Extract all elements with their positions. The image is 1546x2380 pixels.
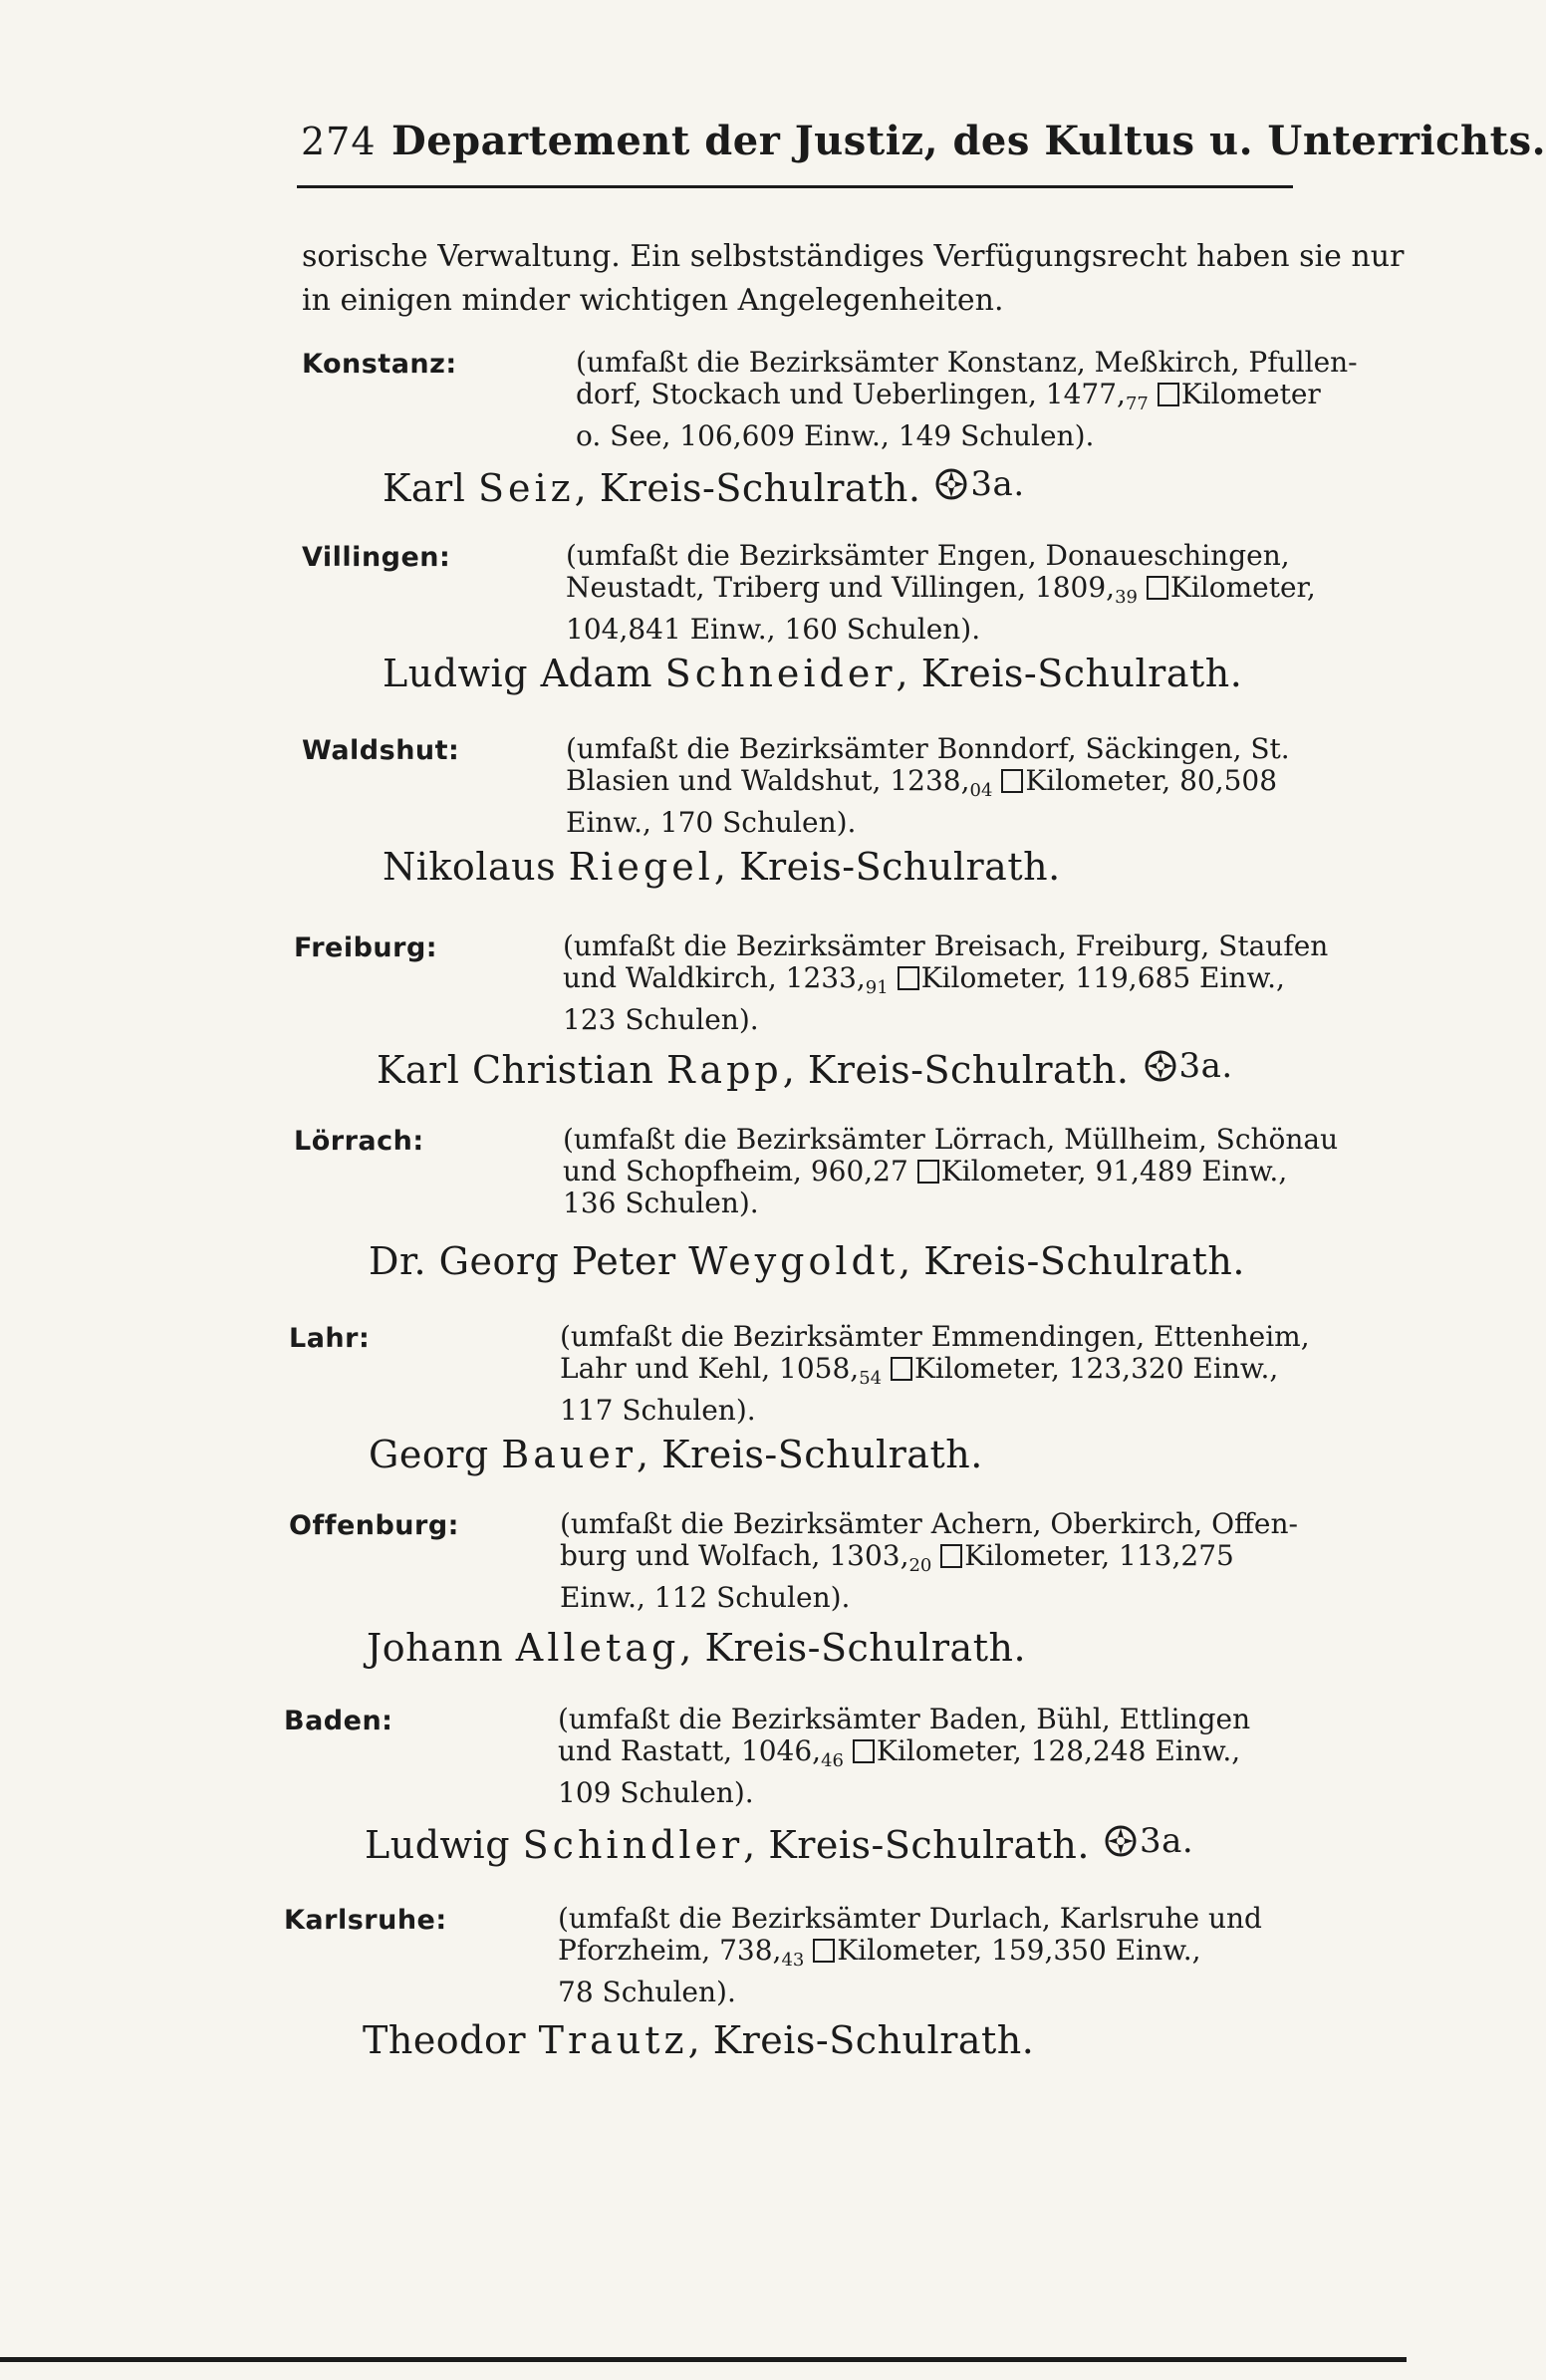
description-tail: Kilometer, 159,350 Einw., xyxy=(837,1934,1201,1967)
officer-title: , Kreis-Schulrath. xyxy=(687,2018,1035,2062)
district-description xyxy=(576,347,1358,452)
area-decimal: 54 xyxy=(859,1368,883,1389)
description-line: Blasien und Waldshut, $1238,_{04}$ Kilometer, 80,508 xyxy=(566,764,1278,801)
intro-line: in einigen minder wichtigen Angelegenheiten. xyxy=(302,283,1004,318)
description-line: burg und Wolfach, $1303,_{20}$ Kilometer, 113,275 xyxy=(560,1539,1234,1576)
officer-title: , Kreis-Schulrath. xyxy=(637,1433,983,1476)
description-tail: Kilometer, 123,320 Einw., xyxy=(914,1352,1279,1385)
officer-line xyxy=(365,1821,1193,1867)
district-name: Lahr: xyxy=(289,1323,371,1354)
officer-surname: Weygoldt xyxy=(688,1239,900,1283)
description-line: Lahr und Kehl, $1058,_{54}$ Kilometer, 123,320 Einw., xyxy=(560,1352,1279,1389)
order-decoration xyxy=(1104,1821,1193,1861)
description-line: (umfaßt die Bezirksämter Achern, Oberkirch, Offen- xyxy=(560,1507,1298,1540)
square-symbol-icon xyxy=(917,1160,939,1184)
square-symbol-icon xyxy=(1001,769,1023,793)
order-decoration xyxy=(1144,1046,1233,1086)
description-line: 136 Schulen). xyxy=(563,1187,759,1219)
description-tail: Kilometer, 80,508 xyxy=(1025,764,1278,797)
description-line: Einw., 112 Schulen). xyxy=(560,1581,851,1614)
square-symbol-icon xyxy=(891,1357,912,1381)
district-name: Freiburg: xyxy=(294,932,438,963)
district-name: Waldshut: xyxy=(302,735,460,766)
description-line: (umfaßt die Bezirksämter Emmendingen, Ettenheim, xyxy=(560,1320,1310,1353)
officer-title: , Kreis-Schulrath. xyxy=(679,1626,1027,1670)
officer-line xyxy=(383,845,1061,889)
officer-surname: Alletag xyxy=(515,1626,680,1670)
description-tail: Kilometer, xyxy=(1169,571,1316,604)
order-cross-icon xyxy=(934,467,968,501)
officer-surname: Trautz xyxy=(538,2018,688,2062)
page-number: 274 xyxy=(301,120,377,163)
officer-given-name: Johann xyxy=(367,1626,516,1670)
officer-line xyxy=(383,652,1242,695)
area-decimal: 46 xyxy=(821,1750,844,1771)
description-line: und Waldkirch, $1233,_{91}$ Kilometer, 119,685 Einw., xyxy=(563,961,1285,998)
square-symbol-icon xyxy=(898,966,919,990)
officer-title: , Kreis-Schulrath. xyxy=(899,1239,1245,1283)
square-symbol-icon xyxy=(1158,383,1179,406)
order-class: 3a. xyxy=(1139,1821,1194,1861)
officer-surname: Rapp xyxy=(665,1048,783,1092)
description-line: Pforzheim, $738,_{43}$ Kilometer, 159,350 Einw., xyxy=(558,1934,1201,1971)
description-line: (umfaßt die Bezirksämter Konstanz, Meßkirch, Pfullen- xyxy=(576,346,1358,379)
intro-paragraph xyxy=(302,235,1405,323)
officer-given-name: Ludwig xyxy=(365,1823,523,1867)
district-name: Villingen: xyxy=(302,542,451,573)
area-decimal: 39 xyxy=(1115,587,1138,608)
description-line: 123 Schulen). xyxy=(563,1003,759,1036)
district-name: Offenburg: xyxy=(289,1510,459,1541)
description-line: (umfaßt die Bezirksämter Durlach, Karlsruhe und xyxy=(558,1902,1262,1935)
description-line: 104,841 Einw., 160 Schulen). xyxy=(566,613,981,646)
description-line: (umfaßt die Bezirksämter Baden, Bühl, Ettlingen xyxy=(558,1703,1251,1735)
district-name: Konstanz: xyxy=(302,349,457,380)
description-line: Neustadt, Triberg und Villingen, $1809,_{39}$ Kilometer, xyxy=(566,571,1316,608)
district-name: Lörrach: xyxy=(294,1126,424,1157)
description-tail: Kilometer xyxy=(1180,378,1321,410)
header-rule xyxy=(297,185,1293,188)
description-line: (umfaßt die Bezirksämter Bonndorf, Säckingen, St. xyxy=(566,732,1290,765)
square-symbol-icon xyxy=(1147,576,1168,600)
description-tail: Kilometer, 91,489 Einw., xyxy=(940,1155,1288,1188)
officer-surname: Schindler xyxy=(522,1823,744,1867)
running-title: Departement der Justiz, des Kultus u. Unterrichts. xyxy=(391,118,1546,164)
district-name: Karlsruhe: xyxy=(284,1905,447,1936)
description-line: 109 Schulen). xyxy=(558,1776,754,1809)
officer-line xyxy=(367,1626,1026,1670)
officer-given-name: Dr. Georg Peter xyxy=(369,1239,689,1283)
description-tail: Kilometer, 113,275 xyxy=(964,1539,1234,1572)
area-decimal: 77 xyxy=(1125,394,1149,414)
officer-given-name: Karl Christian xyxy=(377,1048,666,1092)
district-description xyxy=(566,733,1290,839)
order-cross-icon xyxy=(1104,1824,1138,1858)
officer-surname: Seiz xyxy=(477,466,575,510)
area-decimal: 20 xyxy=(908,1555,932,1576)
area-decimal: 43 xyxy=(781,1950,805,1971)
officer-given-name: Nikolaus xyxy=(383,845,569,889)
officer-line xyxy=(363,2018,1034,2062)
officer-line xyxy=(383,464,1025,510)
district-description xyxy=(563,930,1328,1036)
officer-line xyxy=(377,1046,1233,1092)
description-tail: Kilometer, 119,685 Einw., xyxy=(920,961,1285,994)
order-cross-icon xyxy=(1144,1049,1177,1083)
description-line: und Rastatt, $1046,_{46}$ Kilometer, 128,248 Einw., xyxy=(558,1734,1241,1771)
description-line: dorf, Stockach und Ueberlingen, $1477,_{77}$ Kilometer xyxy=(576,378,1321,414)
officer-line xyxy=(369,1433,983,1476)
description-line: (umfaßt die Bezirksämter Breisach, Freiburg, Staufen xyxy=(563,929,1329,962)
description-tail: Kilometer, 128,248 Einw., xyxy=(876,1734,1241,1767)
description-line: 117 Schulen). xyxy=(560,1394,756,1427)
officer-title: , Kreis-Schulrath. xyxy=(574,466,921,510)
description-line: (umfaßt die Bezirksämter Engen, Donaueschingen, xyxy=(566,539,1290,572)
officer-surname: Riegel xyxy=(568,845,714,889)
description-line: 78 Schulen). xyxy=(558,1976,736,2008)
description-line: und Schopfheim, 960,27 Kilometer, 91,489 Einw., xyxy=(563,1155,1288,1188)
square-symbol-icon xyxy=(813,1939,835,1963)
page-header xyxy=(297,112,1546,181)
area-decimal: 91 xyxy=(865,977,889,998)
order-decoration xyxy=(934,464,1024,504)
officer-title: , Kreis-Schulrath. xyxy=(896,652,1243,695)
officer-line xyxy=(369,1239,1245,1283)
officer-given-name: Theodor xyxy=(363,2018,539,2062)
officer-title: , Kreis-Schulrath. xyxy=(743,1823,1090,1867)
intro-line: sorische Verwaltung. Ein selbstständiges Verfügungsrecht haben sie nur xyxy=(302,239,1405,274)
district-description xyxy=(558,1704,1250,1809)
officer-given-name: Ludwig Adam xyxy=(383,652,665,695)
officer-surname: Bauer xyxy=(501,1433,638,1476)
district-description xyxy=(560,1508,1298,1614)
district-description xyxy=(558,1903,1262,2008)
description-line: o. See, 106,609 Einw., 149 Schulen). xyxy=(576,419,1095,452)
area-decimal: 04 xyxy=(969,780,993,801)
officer-given-name: Georg xyxy=(369,1433,502,1476)
district-name: Baden: xyxy=(284,1706,393,1736)
officer-surname: Schneider xyxy=(664,652,897,695)
officer-title: , Kreis-Schulrath. xyxy=(782,1048,1130,1092)
officer-title: , Kreis-Schulrath. xyxy=(713,845,1061,889)
district-description xyxy=(566,540,1316,646)
square-symbol-icon xyxy=(853,1739,875,1763)
order-class: 3a. xyxy=(970,464,1025,504)
district-description xyxy=(560,1321,1310,1427)
officer-given-name: Karl xyxy=(383,466,478,510)
bottom-rule xyxy=(0,2357,1407,2362)
description-line: (umfaßt die Bezirksämter Lörrach, Müllheim, Schönau xyxy=(563,1123,1339,1156)
district-description xyxy=(563,1124,1338,1219)
square-symbol-icon xyxy=(940,1544,962,1568)
description-line: Einw., 170 Schulen). xyxy=(566,806,857,839)
order-class: 3a. xyxy=(1178,1046,1233,1086)
